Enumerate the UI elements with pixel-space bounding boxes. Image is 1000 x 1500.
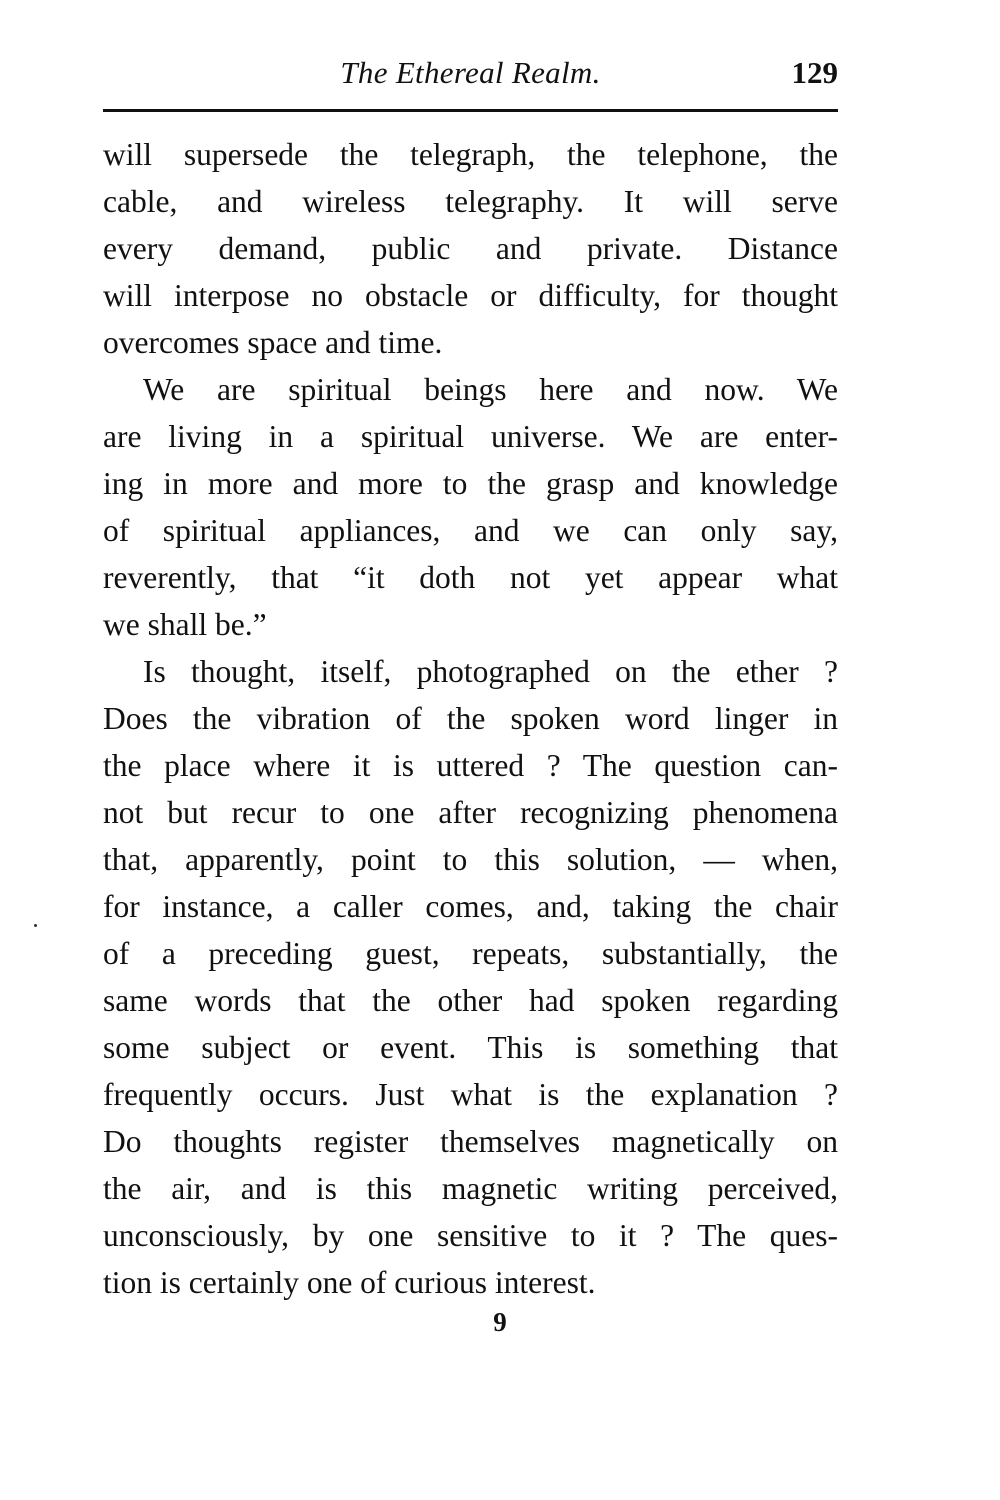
text-line: reverently, that “it doth not yet appear what <box>103 560 838 595</box>
paragraph <box>103 366 838 648</box>
text-line: we shall be.” <box>103 607 267 642</box>
paragraph <box>103 131 838 366</box>
text-line: unconsciously, by one sensitive to it ? The ques- <box>103 1218 838 1253</box>
text-line: the place where it is uttered ? The question can- <box>103 748 838 783</box>
text-line: for instance, a caller comes, and, taking the chair <box>103 889 838 924</box>
text-line: ing in more and more to the grasp and knowledge <box>103 466 838 501</box>
text-line: tion is certainly one of curious interest. <box>103 1265 596 1300</box>
paragraph <box>103 648 838 1306</box>
text-line: Do thoughts register themselves magnetically on <box>103 1124 838 1159</box>
text-line: frequently occurs. Just what is the explanation ? <box>103 1077 838 1112</box>
running-title: The Ethereal Realm. <box>340 55 601 90</box>
text-line: overcomes space and time. <box>103 325 443 360</box>
header-rule <box>103 109 838 112</box>
text-line: will interpose no obstacle or difficulty, for thought <box>103 278 838 313</box>
text-line: some subject or event. This is something that <box>103 1030 838 1065</box>
body-text <box>103 131 838 1306</box>
running-head <box>103 50 838 96</box>
text-line: We are spiritual beings here and now. We <box>143 372 838 407</box>
stray-ink-mark <box>34 924 37 927</box>
text-line: every demand, public and private. Distance <box>103 231 838 266</box>
text-line: same words that the other had spoken regarding <box>103 983 838 1018</box>
text-line: of spiritual appliances, and we can only say, <box>103 513 838 548</box>
text-line: of a preceding guest, repeats, substantially, the <box>103 936 838 971</box>
text-line: cable, and wireless telegraphy. It will serve <box>103 184 838 219</box>
text-line: are living in a spiritual universe. We are enter- <box>103 419 838 454</box>
text-line: the air, and is this magnetic writing perceived, <box>103 1171 838 1206</box>
text-line: will supersede the telegraph, the telephone, the <box>103 137 838 172</box>
text-line: Does the vibration of the spoken word linger in <box>103 701 838 736</box>
text-line: not but recur to one after recognizing phenomena <box>103 795 838 830</box>
text-line: Is thought, itself, photographed on the ether ? <box>143 654 838 689</box>
text-line: that, apparently, point to this solution, — when, <box>103 842 838 877</box>
signature-mark: 9 <box>493 1307 507 1337</box>
page-number: 129 <box>791 55 838 90</box>
